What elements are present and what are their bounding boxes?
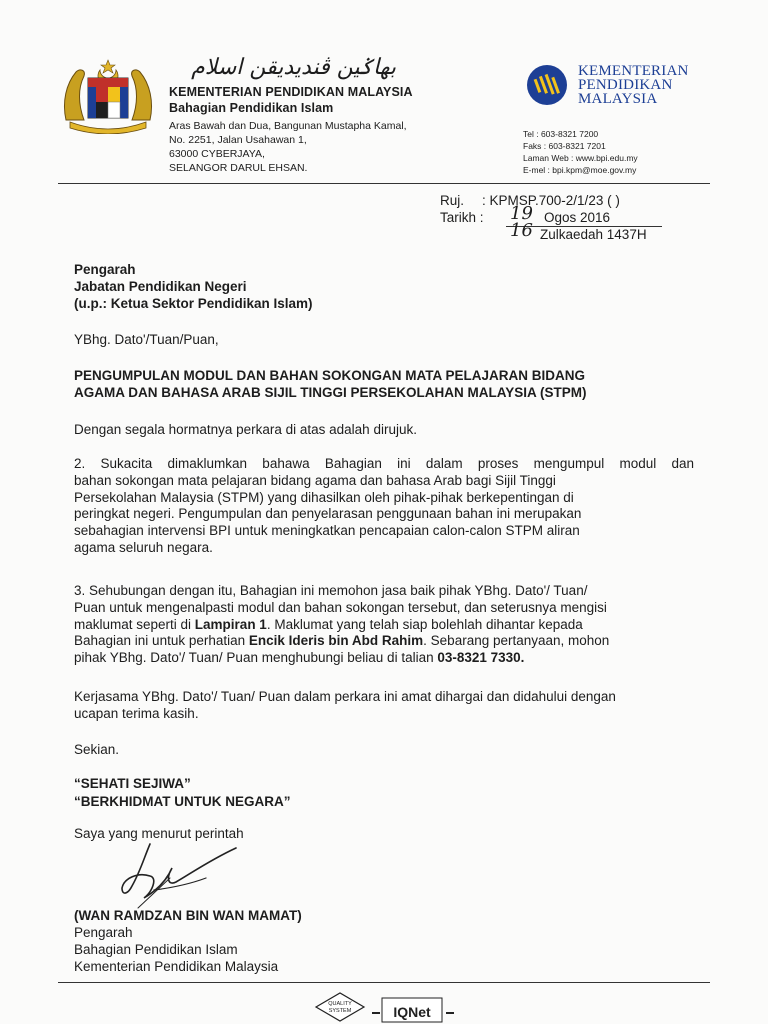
address-line: 63000 CYBERJAYA, <box>169 148 265 160</box>
address-line: Aras Bawah dan Dua, Bangunan Mustapha Kamal, <box>169 120 407 132</box>
paragraph-line: bahan sokongan mata pelajaran bidang agama dan bahasa Arab bagi Sijil Tinggi <box>74 472 556 488</box>
kpm-logo-line: MALAYSIA <box>578 91 658 107</box>
reference-row <box>440 192 620 209</box>
mottos <box>74 775 291 811</box>
hijri-month-year: Zulkaedah 1437H <box>540 227 647 242</box>
contact-person: Encik Ideris bin Abd Rahim <box>248 633 424 649</box>
paragraph-line: Kerjasama YBhg. Dato'/ Tuan/ Puan dalam perkara ini amat dihargai dan didahului dengan <box>74 689 616 704</box>
contact-info <box>523 128 638 176</box>
hijri-date-row <box>440 220 647 243</box>
paragraph-line: maklumat seperti di Lampiran 1. Maklumat yang telah siap bolehlah dihantar kepada <box>74 616 583 632</box>
address-line: No. 2251, Jalan Usahawan 1, <box>169 134 307 146</box>
contact-tel: Tel : 603-8321 7200 <box>523 129 599 139</box>
closing: Sekian. <box>74 742 120 757</box>
subject <box>74 367 704 401</box>
signatory-ministry: Kementerian Pendidikan Malaysia <box>74 959 279 974</box>
paragraph-line: 2. Sukacita dimaklumkan bahawa Bahagian ini dalam proses mengumpul modul dan <box>74 456 694 471</box>
paragraph-line: Puan untuk mengenalpasti modul dan bahan sokongan tersebut, dan seterusnya mengisi <box>74 599 607 615</box>
reference-block <box>440 192 647 243</box>
signatory <box>74 907 302 975</box>
opening-line: Dengan segala hormatnya perkara di atas adalah dirujuk. <box>74 422 417 437</box>
contact-phone: 03-8321 7330. <box>437 650 525 666</box>
signatory-title: Pengarah <box>74 925 133 940</box>
paragraph-2 <box>74 456 694 557</box>
recipient-line: (u.p.: Ketua Sektor Pendidikan Islam) <box>74 296 313 311</box>
signatory-division: Bahagian Pendidikan Islam <box>74 942 238 957</box>
jawi-division-name <box>168 48 398 84</box>
tarikh-label: Tarikh : <box>440 210 484 225</box>
motto-line: “BERKHIDMAT UNTUK NEGARA” <box>74 794 291 809</box>
paragraph-4 <box>74 689 694 723</box>
address <box>169 119 407 175</box>
paragraph-3 <box>74 583 694 667</box>
paragraph-line: sebahagian intervensi BPI untuk meningkatkan pencapaian calon-calon STPM aliran <box>74 523 580 539</box>
division-name: Bahagian Pendidikan Islam <box>169 101 334 115</box>
subject-line: PENGUMPULAN MODUL DAN BAHAN SOKONGAN MATA PELAJARAN BIDANG <box>74 368 585 383</box>
svg-text:QUALITY: QUALITY <box>328 1001 352 1007</box>
attachment-reference: Lampiran 1 <box>194 616 267 632</box>
contact-email: E-mel : bpi.kpm@moe.gov.my <box>523 165 637 175</box>
kpm-logo-icon <box>526 64 568 106</box>
paragraph-line: 3. Sehubungan dengan itu, Bahagian ini memohon jasa baik pihak YBhg. Dato'/ Tuan/ <box>74 583 588 598</box>
hijri-day: 16 <box>510 220 533 241</box>
contact-faks: Faks : 603-8321 7201 <box>523 141 606 151</box>
svg-text:بهاݢين ڤنديديقن اسلام: بهاݢين ڤنديديقن اسلام <box>191 55 396 80</box>
ruj-value: : KPMSP.700-2/1/23 ( ) <box>482 193 620 208</box>
subject-line: AGAMA DAN BAHASA ARAB SIJIL TINGGI PERSEKOLAHAN MALAYSIA (STPM) <box>74 385 587 400</box>
recipient-line: Jabatan Pendidikan Negeri <box>74 279 247 294</box>
recipient <box>74 261 313 312</box>
paragraph-line: agama seluruh negara. <box>74 539 213 555</box>
date-day: 19 <box>510 203 533 224</box>
header-divider <box>58 183 710 184</box>
signoff: Saya yang menurut perintah <box>74 826 244 841</box>
date-row <box>440 203 611 226</box>
paragraph-line: peringkat negeri. Pengumpulan dan penyelarasan penggunaan bahan ini merupakan <box>74 506 582 522</box>
svg-text:SYSTEM: SYSTEM <box>328 1008 352 1014</box>
ministry-name: KEMENTERIAN PENDIDIKAN MALAYSIA <box>169 85 413 99</box>
date-month-year: Ogos 2016 <box>544 210 611 225</box>
signatory-name: (WAN RAMDZAN BIN WAN MAMAT) <box>74 908 302 923</box>
motto-line: “SEHATI SEJIWA” <box>74 776 191 791</box>
paragraph-line: Persekolahan Malaysia (STPM) yang dihasilkan oleh pihak-pihak berkepentingan di <box>74 489 574 505</box>
kpm-logo-line: PENDIDIKAN <box>578 77 673 93</box>
kpm-logo-text <box>578 64 689 106</box>
paragraph-line: ucapan terima kasih. <box>74 705 199 721</box>
address-line: SELANGOR DARUL EHSAN. <box>169 162 308 174</box>
paragraph-line: Bahagian ini untuk perhatian Encik Ideris bin Abd Rahim. Sebarang pertanyaan, mohon <box>74 633 610 649</box>
footer-divider <box>58 982 710 983</box>
contact-web: Laman Web : www.bpi.edu.my <box>523 153 638 163</box>
svg-text:IQNet: IQNet <box>393 1004 431 1020</box>
recipient-line: Pengarah <box>74 262 136 277</box>
signature-icon <box>110 838 250 910</box>
kpm-logo-line: KEMENTERIAN <box>578 63 689 79</box>
paragraph-line: pihak YBhg. Dato'/ Tuan/ Puan menghubungi beliau di talian 03-8321 7330. <box>74 650 525 666</box>
salutation: YBhg. Dato'/Tuan/Puan, <box>74 332 219 347</box>
quality-certification-logo <box>310 990 460 1024</box>
ruj-label: Ruj. <box>440 193 465 208</box>
coat-of-arms-icon <box>60 58 156 134</box>
